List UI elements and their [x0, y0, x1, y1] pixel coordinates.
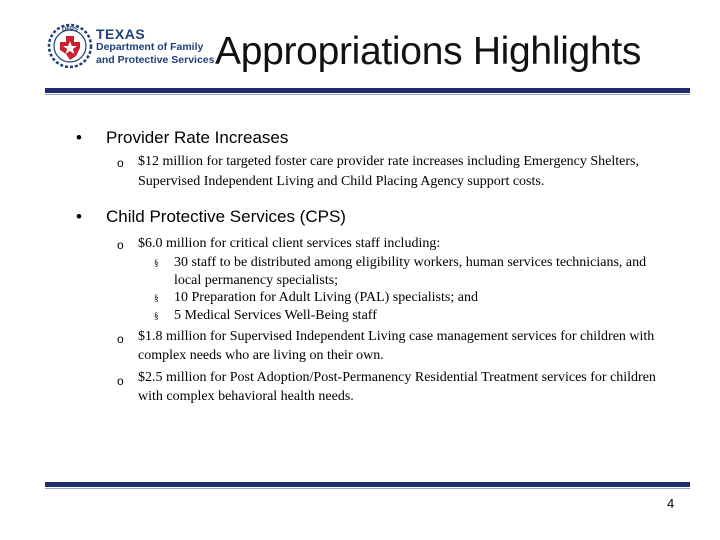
- section-bullet: •: [76, 128, 82, 147]
- logo-line-3: and Protective Services: [96, 54, 215, 66]
- subitem-marker: §: [154, 258, 159, 268]
- list-item: $2.5 million for Post Adoption/Post-Permanency Residential Treatment services for children with complex behavioral health needs.: [138, 370, 656, 404]
- item-marker: o: [117, 332, 124, 346]
- item-marker: o: [117, 156, 124, 170]
- bottom-rule-thin: [45, 488, 690, 489]
- section-heading-cps: Child Protective Services (CPS): [106, 207, 346, 226]
- slide-title: Appropriations Highlights: [215, 30, 642, 73]
- bottom-rule: [45, 482, 690, 487]
- item-marker: o: [117, 238, 124, 252]
- logo-wordmark: [96, 28, 214, 67]
- subitem-marker: §: [154, 293, 159, 303]
- top-rule: [45, 88, 690, 93]
- sub-list-item: 10 Preparation for Adult Living (PAL) specialists; and: [174, 290, 478, 305]
- dfps-logo: [46, 20, 226, 74]
- subitem-marker: §: [154, 311, 159, 321]
- logo-line-2: Department of Family: [96, 41, 204, 53]
- dfps-seal-icon: [46, 20, 96, 72]
- list-item: $1.8 million for Supervised Independent Living case management services for children with complex needs who are living on their own.: [138, 329, 655, 363]
- item-marker: o: [117, 374, 124, 388]
- page-number: 4: [667, 496, 675, 511]
- list-item: $12 million for targeted foster care provider rate increases including Emergency Shelters, Supervised Independent Living and Child Placing Agency support costs.: [138, 154, 639, 189]
- logo-line-1: TEXAS: [96, 26, 146, 42]
- section-heading-provider-rates: Provider Rate Increases: [106, 128, 289, 147]
- sub-list-item: 30 staff to be distributed among eligibility workers, human services technicians, and local permanency specialists;: [174, 255, 647, 288]
- sub-list-item: 5 Medical Services Well-Being staff: [174, 308, 377, 323]
- seal-text: DFPS: [62, 27, 79, 33]
- section-bullet: •: [76, 207, 82, 226]
- top-rule-thin: [45, 94, 690, 95]
- list-item: $6.0 million for critical client services staff including:: [138, 236, 441, 251]
